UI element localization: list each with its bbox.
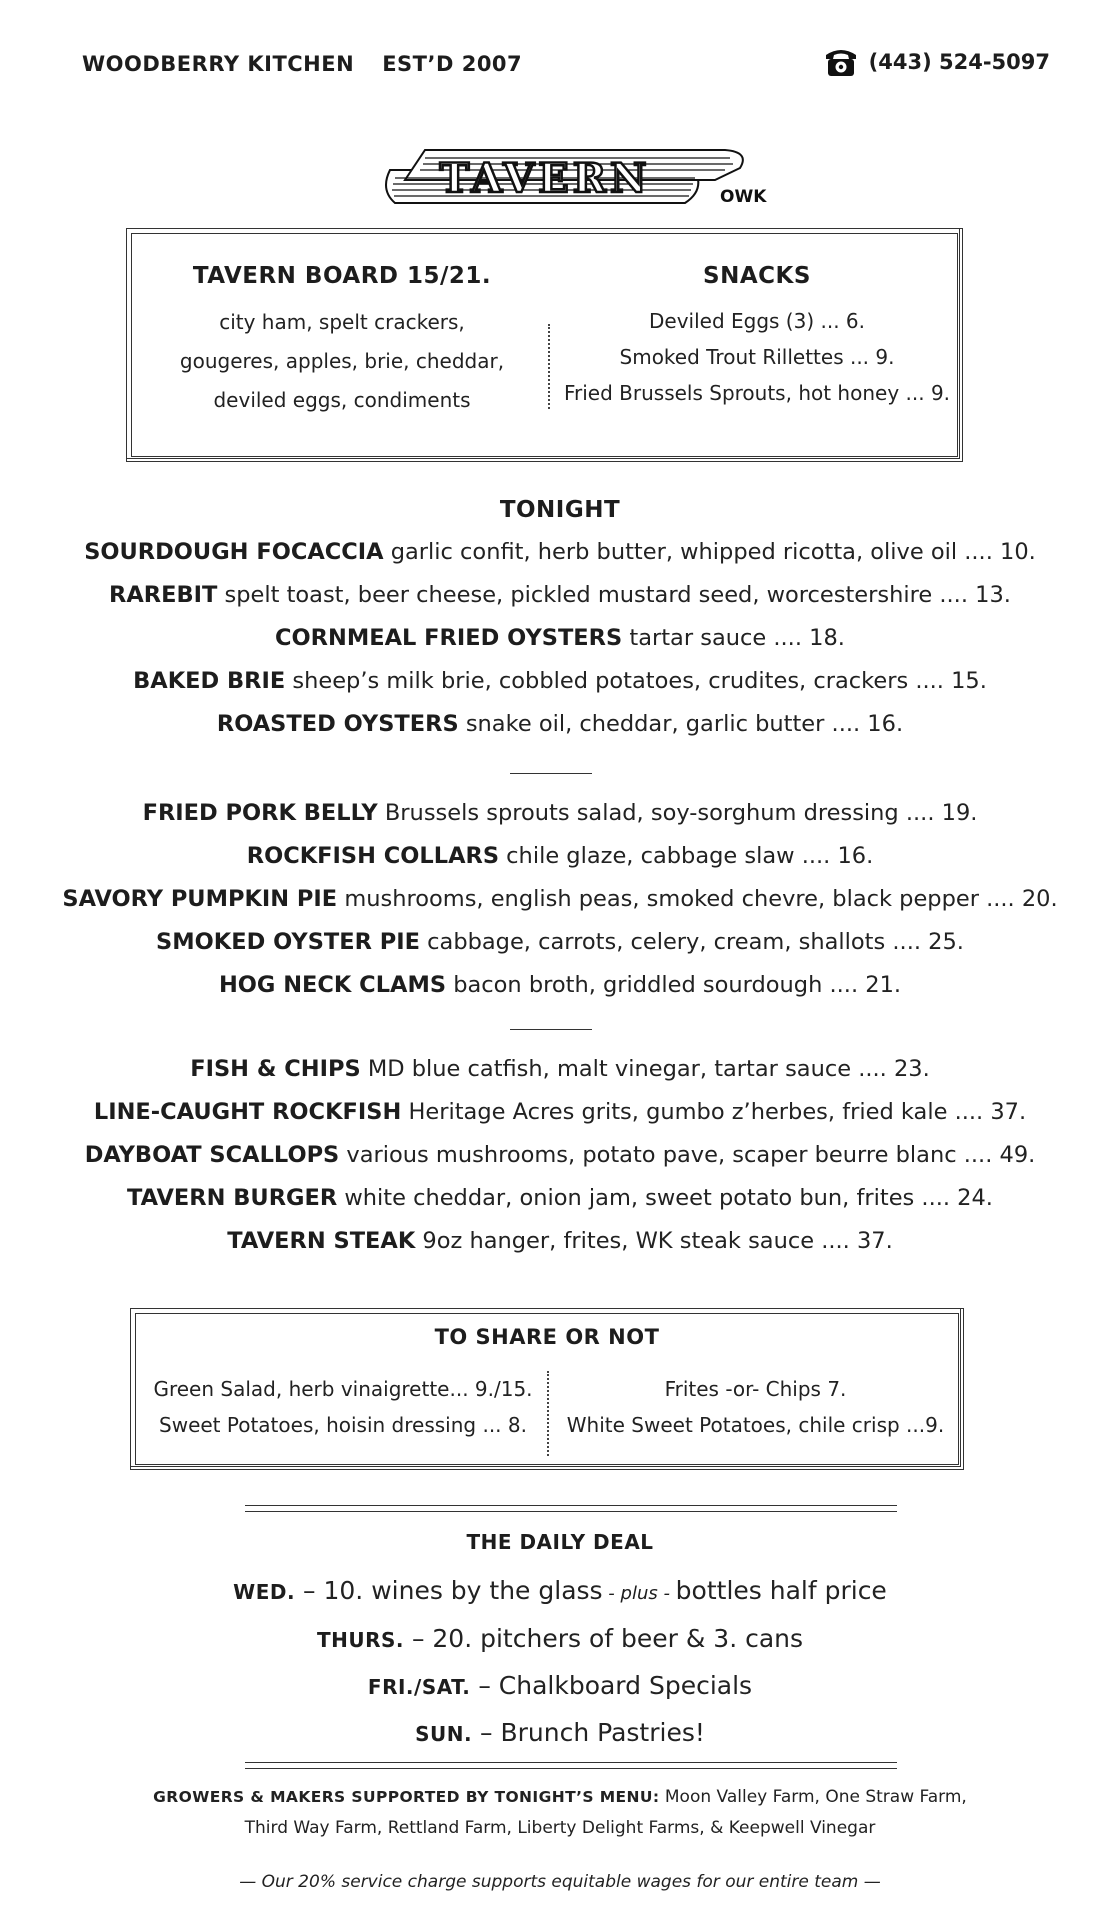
item-name: SOURDOUGH FOCACCIA xyxy=(84,539,384,565)
item-desc: MD blue catfish, malt vinegar, tartar sauce .... 23. xyxy=(360,1056,930,1082)
item-desc: Heritage Acres grits, gumbo z’herbes, fried kale .... 37. xyxy=(401,1099,1027,1125)
tavern-board-line: deviled eggs, condiments xyxy=(213,388,471,412)
deal-day: FRI./SAT. xyxy=(367,1675,471,1699)
restaurant-name: WOODBERRY KITCHEN xyxy=(82,52,355,76)
deal-text: Chalkboard Specials xyxy=(498,1671,753,1700)
section-divider xyxy=(510,1029,592,1030)
established-year: EST’D 2007 xyxy=(382,52,523,76)
menu-item xyxy=(0,972,1120,998)
column-divider xyxy=(547,1371,549,1456)
logo-mark: OWK xyxy=(720,187,767,207)
item-name: FISH & CHIPS xyxy=(190,1056,361,1082)
item-name: SMOKED OYSTER PIE xyxy=(156,929,421,955)
share-item: Sweet Potatoes, hoisin dressing ... 8. xyxy=(159,1413,527,1437)
menu-item xyxy=(0,539,1120,565)
menu-item xyxy=(0,843,1120,869)
menu-item xyxy=(0,929,1120,955)
header-left xyxy=(82,52,550,76)
deal-plus: - plus - xyxy=(602,1583,676,1604)
tavern-board-snacks-box xyxy=(126,228,963,462)
menu-item xyxy=(0,886,1120,912)
deal-day: THURS. xyxy=(316,1628,404,1652)
growers-list: Moon Valley Farm, One Straw Farm, xyxy=(659,1787,967,1807)
item-desc: tartar sauce .... 18. xyxy=(622,625,845,651)
menu-item xyxy=(0,625,1120,651)
to-share-box xyxy=(130,1308,964,1470)
share-left xyxy=(137,1371,549,1443)
deal-text: bottles half price xyxy=(675,1576,887,1605)
tavern-logo xyxy=(365,140,767,215)
menu-item xyxy=(0,1099,1120,1125)
snacks-title: SNACKS xyxy=(703,263,811,289)
menu-item xyxy=(0,1185,1120,1211)
tavern-board xyxy=(147,263,537,420)
growers-makers xyxy=(0,1782,1120,1844)
deal-dash: – xyxy=(295,1576,324,1605)
snack-item: Fried Brussels Sprouts, hot honey ... 9. xyxy=(563,381,951,405)
column-divider xyxy=(548,324,550,409)
item-desc: Brussels sprouts salad, soy-sorghum dressing .... 19. xyxy=(377,800,978,826)
daily-deal-title: THE DAILY DEAL xyxy=(466,1530,654,1554)
item-desc: sheep’s milk brie, cobbled potatoes, crudites, crackers .... 15. xyxy=(285,668,987,694)
item-name: ROCKFISH COLLARS xyxy=(246,843,500,869)
growers-line xyxy=(0,1782,1120,1813)
item-desc: chile glaze, cabbage slaw .... 16. xyxy=(499,843,874,869)
tavern-board-line: city ham, spelt crackers, xyxy=(219,310,465,334)
item-name: RAREBIT xyxy=(109,582,218,608)
double-rule xyxy=(245,1505,897,1512)
deal-dash: – xyxy=(472,1718,501,1747)
deal-text: Brunch Pastries! xyxy=(500,1718,705,1747)
item-name: DAYBOAT SCALLOPS xyxy=(84,1142,340,1168)
share-title-wrap xyxy=(131,1325,963,1363)
snack-item: Smoked Trout Rillettes ... 9. xyxy=(619,345,895,369)
tavern-board-title: TAVERN BOARD 15/21. xyxy=(192,263,492,289)
menu-item xyxy=(0,711,1120,737)
item-desc: cabbage, carrots, celery, cream, shallots .... 25. xyxy=(420,929,964,955)
item-name: BAKED BRIE xyxy=(133,668,286,694)
item-name: CORNMEAL FRIED OYSTERS xyxy=(275,625,623,651)
menu-item xyxy=(0,1228,1120,1254)
item-name: TAVERN BURGER xyxy=(127,1185,338,1211)
menu-item xyxy=(0,1056,1120,1082)
growers-label: GROWERS & MAKERS SUPPORTED BY TONIGHT’S MENU: xyxy=(153,1788,660,1806)
item-name: LINE-CAUGHT ROCKFISH xyxy=(93,1099,402,1125)
deal-day: WED. xyxy=(233,1580,296,1604)
deal-frisat xyxy=(0,1671,1120,1700)
item-desc: various mushrooms, potato pave, scaper beurre blanc .... 49. xyxy=(339,1142,1036,1168)
item-desc: garlic confit, herb butter, whipped ricotta, olive oil .... 10. xyxy=(383,539,1036,565)
double-rule xyxy=(245,1762,897,1769)
menu-item xyxy=(0,668,1120,694)
deal-thurs xyxy=(0,1624,1120,1653)
growers-list: Third Way Farm, Rettland Farm, Liberty Delight Farms, & Keepwell Vinegar xyxy=(244,1818,876,1838)
tavern-board-line: gougeres, apples, brie, cheddar, xyxy=(179,349,505,373)
deal-dash: – xyxy=(470,1671,499,1700)
section-divider xyxy=(510,773,592,774)
share-item: Green Salad, herb vinaigrette... 9./15. xyxy=(153,1377,533,1401)
deal-day: SUN. xyxy=(415,1722,473,1746)
menu-item xyxy=(0,800,1120,826)
service-charge-note: — Our 20% service charge supports equitable wages for our entire team — xyxy=(239,1872,881,1892)
item-name: ROASTED OYSTERS xyxy=(216,711,459,737)
item-desc: bacon broth, griddled sourdough .... 21. xyxy=(446,972,902,998)
deal-dash: – xyxy=(404,1624,433,1653)
item-name: HOG NECK CLAMS xyxy=(218,972,447,998)
menu-item xyxy=(0,1142,1120,1168)
snack-item: Deviled Eggs (3) ... 6. xyxy=(648,309,865,333)
share-title: TO SHARE OR NOT xyxy=(434,1325,660,1349)
deal-wed xyxy=(0,1576,1120,1605)
tonight-title: TONIGHT xyxy=(499,497,621,523)
logo-text: TAVERN xyxy=(439,155,651,202)
item-name: SAVORY PUMPKIN PIE xyxy=(62,886,338,912)
share-item: White Sweet Potatoes, chile crisp ...9. xyxy=(566,1413,945,1437)
deal-text: 10. wines by the glass xyxy=(323,1576,603,1605)
item-desc: white cheddar, onion jam, sweet potato bun, frites .... 24. xyxy=(337,1185,993,1211)
item-desc: mushrooms, english peas, smoked chevre, black pepper .... 20. xyxy=(337,886,1058,912)
telephone-icon xyxy=(823,46,859,78)
deal-sun xyxy=(0,1718,1120,1747)
phone-number: (443) 524-5097 xyxy=(868,50,1050,74)
item-desc: snake oil, cheddar, garlic butter .... 16. xyxy=(458,711,904,737)
header-right xyxy=(823,46,1050,78)
item-desc: spelt toast, beer cheese, pickled mustard seed, worcestershire .... 13. xyxy=(217,582,1011,608)
snacks xyxy=(557,263,957,411)
menu-header xyxy=(82,52,1050,82)
menu-item xyxy=(0,582,1120,608)
share-item: Frites -or- Chips 7. xyxy=(664,1377,847,1401)
share-right xyxy=(553,1371,958,1443)
item-name: TAVERN STEAK xyxy=(227,1228,416,1254)
item-name: FRIED PORK BELLY xyxy=(142,800,378,826)
deal-text: 20. pitchers of beer & 3. cans xyxy=(432,1624,804,1653)
item-desc: 9oz hanger, frites, WK steak sauce .... 37. xyxy=(415,1228,893,1254)
